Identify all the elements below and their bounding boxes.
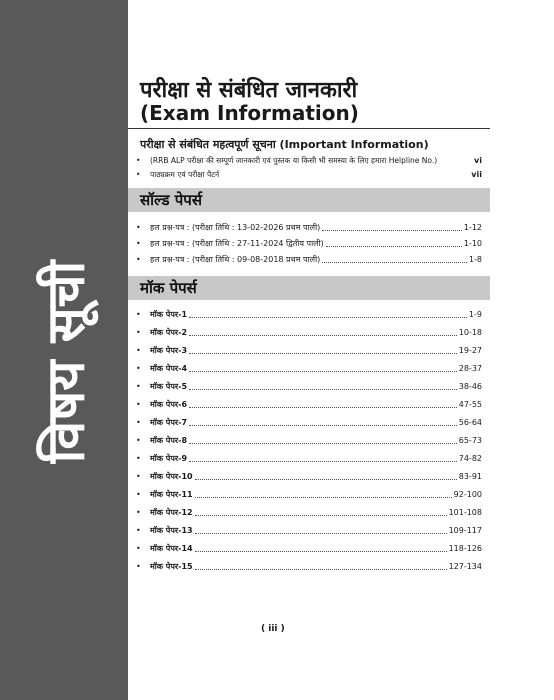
bullet-icon: •	[136, 223, 141, 232]
info-heading: परीक्षा से संबंधित महत्वपूर्ण सूचना (Important Information)	[140, 138, 429, 151]
sidebar-title: विषय सूची	[36, 260, 97, 464]
toc-row[interactable]	[136, 307, 482, 320]
toc-row[interactable]	[136, 451, 482, 464]
dot-leader	[322, 229, 462, 231]
bullet-icon: •	[136, 328, 141, 337]
toc-label: हल प्रश्न-पत्र : (परीक्षा तिथि : 09-08-2018 प्रथम पाली)	[150, 255, 321, 264]
toc-row[interactable]	[136, 379, 482, 392]
bullet-icon: •	[136, 156, 141, 165]
toc-row[interactable]	[136, 325, 482, 338]
main-content	[128, 0, 554, 700]
bullet-icon: •	[136, 255, 141, 264]
toc-page: 1-12	[463, 223, 482, 232]
toc-row[interactable]	[136, 220, 482, 233]
toc-row[interactable]	[136, 397, 482, 410]
info-item[interactable]	[136, 170, 482, 180]
info-item-text: (RRB ALP परीक्षा की सम्पूर्ण जानकारी एवं पुस्तक या किसी भी समस्या के लिए हमारा Helpline No.)	[150, 156, 438, 165]
toc-label: मॉक पेपर-5	[150, 382, 188, 391]
toc-row[interactable]	[136, 252, 482, 265]
toc-label: मॉक पेपर-10	[150, 472, 193, 481]
sidebar	[0, 0, 128, 700]
dot-leader	[195, 532, 447, 534]
bullet-icon: •	[136, 239, 141, 248]
bullet-icon: •	[136, 526, 141, 535]
dot-leader	[195, 514, 447, 516]
toc-page: 1-9	[468, 310, 482, 319]
info-item[interactable]	[136, 156, 482, 166]
toc-page: 83-91	[458, 472, 482, 481]
toc-page: 74-82	[458, 454, 482, 463]
toc-label: मॉक पेपर-2	[150, 328, 188, 337]
toc-label: मॉक पेपर-12	[150, 508, 193, 517]
toc-label: मॉक पेपर-13	[150, 526, 193, 535]
dot-leader	[189, 334, 457, 336]
toc-page: 28-37	[458, 364, 482, 373]
toc-page: 65-73	[458, 436, 482, 445]
toc-row[interactable]	[136, 433, 482, 446]
toc-label: मॉक पेपर-14	[150, 544, 193, 553]
toc-label: हल प्रश्न-पत्र : (परीक्षा तिथि : 13-02-2026 प्रथम पाली)	[150, 223, 321, 232]
info-item-text: पाठ्यक्रम एवं परीक्षा पैटर्न	[150, 170, 220, 179]
toc-row[interactable]	[136, 361, 482, 374]
bullet-icon: •	[136, 170, 141, 179]
bullet-icon: •	[136, 400, 141, 409]
bullet-icon: •	[136, 364, 141, 373]
bullet-icon: •	[136, 472, 141, 481]
toc-page: 118-126	[448, 544, 482, 553]
dot-leader	[195, 478, 457, 480]
toc-label: मॉक पेपर-1	[150, 310, 188, 319]
bullet-icon: •	[136, 346, 141, 355]
dot-leader	[195, 568, 447, 570]
toc-row[interactable]	[136, 523, 482, 536]
toc-row[interactable]	[136, 415, 482, 428]
toc-page: 101-108	[448, 508, 482, 517]
toc-page: 1-10	[463, 239, 482, 248]
toc-page: 127-134	[448, 562, 482, 571]
toc-page: 19-27	[458, 346, 482, 355]
dot-leader	[322, 261, 467, 263]
solved-papers-heading: सॉल्ड पेपर्स	[140, 191, 202, 209]
mock-papers-header	[128, 276, 490, 300]
dot-leader	[189, 442, 457, 444]
toc-page: 47-55	[458, 400, 482, 409]
dot-leader	[326, 245, 462, 247]
dot-leader	[189, 406, 457, 408]
toc-label: मॉक पेपर-7	[150, 418, 188, 427]
toc-page: 92-100	[453, 490, 482, 499]
bullet-icon: •	[136, 508, 141, 517]
dot-leader	[189, 316, 467, 318]
toc-label: मॉक पेपर-15	[150, 562, 193, 571]
toc-label: मॉक पेपर-6	[150, 400, 188, 409]
bullet-icon: •	[136, 562, 141, 571]
title-divider	[128, 128, 490, 129]
dot-leader	[189, 352, 457, 354]
bullet-icon: •	[136, 418, 141, 427]
toc-row[interactable]	[136, 469, 482, 482]
bullet-icon: •	[136, 382, 141, 391]
toc-row[interactable]	[136, 236, 482, 249]
toc-row[interactable]	[136, 505, 482, 518]
bullet-icon: •	[136, 544, 141, 553]
dot-leader	[189, 424, 457, 426]
toc-row[interactable]	[136, 343, 482, 356]
toc-page: 109-117	[448, 526, 482, 535]
page-number: ( iii )	[261, 624, 285, 634]
info-item-page: vi	[474, 156, 482, 165]
toc-row[interactable]	[136, 487, 482, 500]
toc-label: मॉक पेपर-3	[150, 346, 188, 355]
toc-label: हल प्रश्न-पत्र : (परीक्षा तिथि : 27-11-2024 द्वितीय पाली)	[150, 239, 324, 248]
solved-papers-header	[128, 188, 490, 212]
dot-leader	[189, 370, 457, 372]
page-subtitle: (Exam Information)	[140, 101, 359, 125]
toc-label: मॉक पेपर-4	[150, 364, 188, 373]
page-title: परीक्षा से संबंधित जानकारी	[140, 78, 358, 103]
toc-page: 38-46	[458, 382, 482, 391]
toc-row[interactable]	[136, 541, 482, 554]
toc-page: 1-8	[468, 255, 482, 264]
bullet-icon: •	[136, 436, 141, 445]
toc-page: 10-18	[458, 328, 482, 337]
info-item-page: vii	[471, 170, 482, 179]
dot-leader	[195, 496, 452, 498]
dot-leader	[189, 388, 457, 390]
toc-label: मॉक पेपर-9	[150, 454, 188, 463]
dot-leader	[195, 550, 447, 552]
toc-label: मॉक पेपर-11	[150, 490, 193, 499]
bullet-icon: •	[136, 310, 141, 319]
bullet-icon: •	[136, 454, 141, 463]
dot-leader	[189, 460, 457, 462]
toc-label: मॉक पेपर-8	[150, 436, 188, 445]
bullet-icon: •	[136, 490, 141, 499]
mock-papers-heading: मॉक पेपर्स	[140, 279, 197, 297]
toc-page: 56-64	[458, 418, 482, 427]
toc-row[interactable]	[136, 559, 482, 572]
